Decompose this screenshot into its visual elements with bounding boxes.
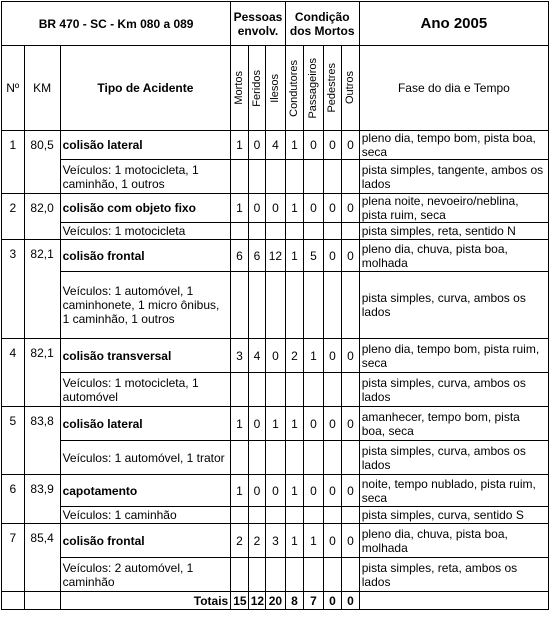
count-mortos: 1 [231, 194, 248, 223]
count-pedestres: 0 [323, 194, 342, 223]
accident-km: 83,8 [24, 407, 60, 475]
empty-cell [304, 272, 324, 339]
count-outros: 0 [342, 131, 360, 160]
empty-cell [323, 272, 342, 339]
day-phase-weather: noite, tempo nublado, pista ruim, seca [359, 475, 548, 507]
empty-cell [304, 160, 324, 194]
count-ilesos: 0 [266, 339, 286, 373]
empty-cell [248, 373, 265, 407]
vehicles: Veículos: 1 caminhão [60, 507, 231, 524]
vehicles: Veículos: 1 motocicleta [60, 223, 231, 240]
day-phase-weather: pleno dia, tempo bom, pista boa, seca [359, 131, 548, 160]
count-passageiros: 0 [304, 131, 324, 160]
empty-cell [323, 373, 342, 407]
count-outros: 0 [342, 524, 360, 558]
col-n-header: Nº [2, 46, 25, 131]
table-row-detail [2, 441, 549, 475]
day-phase-weather: plena noite, nevoeiro/neblina, pista ruim, seca [359, 194, 548, 223]
count-mortos: 1 [231, 407, 248, 441]
accident-table [1, 1, 549, 610]
table-row-detail [2, 507, 549, 524]
empty-cell [266, 558, 286, 592]
accident-km: 80,5 [24, 131, 60, 194]
empty-cell [342, 507, 360, 524]
count-ilesos: 1 [266, 407, 286, 441]
count-condutores: 2 [285, 339, 304, 373]
count-feridos: 6 [248, 240, 265, 272]
table-row [2, 194, 549, 223]
accident-number: 7 [2, 524, 25, 592]
count-pedestres: 0 [323, 475, 342, 507]
empty-cell [323, 223, 342, 240]
empty-cell [231, 223, 248, 240]
empty-cell [323, 441, 342, 475]
accident-type: colisão frontal [60, 240, 231, 272]
empty-cell [285, 223, 304, 240]
count-pedestres: 0 [323, 407, 342, 441]
empty-cell [266, 507, 286, 524]
vehicles: Veículos: 1 motocicleta, 1 caminhão, 1 outros [60, 160, 231, 194]
empty-cell [342, 558, 360, 592]
count-outros: 0 [342, 407, 360, 441]
count-ilesos: 0 [266, 475, 286, 507]
road-conditions: pista simples, reta, ambos os lados [359, 558, 548, 592]
table-row-detail [2, 558, 549, 592]
accident-type: colisão frontal [60, 524, 231, 558]
col-km-header: KM [24, 46, 60, 131]
empty-cell [231, 441, 248, 475]
col-passageiros-header: Passageiros [307, 57, 320, 119]
count-feridos: 0 [248, 194, 265, 223]
empty-cell [248, 441, 265, 475]
count-pedestres: 0 [323, 240, 342, 272]
count-condutores: 1 [285, 131, 304, 160]
table-row-detail [2, 373, 549, 407]
road-conditions: pista simples, curva, ambos os lados [359, 373, 548, 407]
total-condutores: 8 [285, 592, 304, 610]
accident-number: 5 [2, 407, 25, 475]
accident-km: 85,4 [24, 524, 60, 592]
empty-cell [304, 507, 324, 524]
empty-cell [304, 441, 324, 475]
accident-number: 2 [2, 194, 25, 240]
table-row [2, 131, 549, 160]
table-row [2, 524, 549, 558]
total-ilesos: 20 [266, 592, 286, 610]
accident-type: colisão lateral [60, 131, 231, 160]
empty-cell [323, 160, 342, 194]
col-condutores-header: Condutores [288, 59, 301, 117]
empty-cell [342, 441, 360, 475]
table-row-detail [2, 272, 549, 339]
empty-cell [231, 160, 248, 194]
empty-cell [231, 272, 248, 339]
empty-cell [323, 558, 342, 592]
total-mortos: 15 [231, 592, 248, 610]
col-fase-header: Fase do dia e Tempo [359, 46, 548, 131]
empty-cell [231, 507, 248, 524]
empty-cell [285, 441, 304, 475]
count-feridos: 0 [248, 131, 265, 160]
empty-cell [266, 223, 286, 240]
day-phase-weather: pleno dia, tempo bom, pista ruim, seca [359, 339, 548, 373]
accident-type: colisão lateral [60, 407, 231, 441]
count-condutores: 1 [285, 240, 304, 272]
accident-type: capotamento [60, 475, 231, 507]
road-conditions: pista simples, tangente, ambos os lados [359, 160, 548, 194]
count-feridos: 4 [248, 339, 265, 373]
count-pedestres: 0 [323, 339, 342, 373]
table-row [2, 240, 549, 272]
totals-label: Totais [60, 592, 231, 610]
count-ilesos: 3 [266, 524, 286, 558]
count-ilesos: 4 [266, 131, 286, 160]
empty-cell [323, 507, 342, 524]
empty-cell [285, 558, 304, 592]
accident-type: colisão com objeto fixo [60, 194, 231, 223]
count-mortos: 6 [231, 240, 248, 272]
accident-type: colisão transversal [60, 339, 231, 373]
table-title: BR 470 - SC - Km 080 a 089 [2, 2, 231, 46]
vehicles: Veículos: 2 automóvel, 1 caminhão [60, 558, 231, 592]
empty-cell [304, 373, 324, 407]
count-passageiros: 0 [304, 194, 324, 223]
count-condutores: 1 [285, 194, 304, 223]
group-condicao: Condição dos Mortos [285, 2, 359, 46]
table-row [2, 339, 549, 373]
count-pedestres: 0 [323, 131, 342, 160]
empty-cell [231, 558, 248, 592]
vehicles: Veículos: 1 automóvel, 1 caminhonete, 1 micro ônibus, 1 caminhão, 1 outros [60, 272, 231, 339]
count-passageiros: 1 [304, 339, 324, 373]
road-conditions: pista simples, curva, ambos os lados [359, 272, 548, 339]
empty-cell [359, 592, 548, 610]
empty-cell [2, 592, 25, 610]
empty-cell [285, 160, 304, 194]
total-outros: 0 [342, 592, 360, 610]
accident-number: 3 [2, 240, 25, 339]
accident-number: 6 [2, 475, 25, 524]
count-passageiros: 1 [304, 524, 324, 558]
count-passageiros: 0 [304, 475, 324, 507]
empty-cell [248, 223, 265, 240]
count-outros: 0 [342, 475, 360, 507]
accident-km: 82,1 [24, 240, 60, 339]
count-feridos: 2 [248, 524, 265, 558]
empty-cell [248, 272, 265, 339]
col-tipo-header: Tipo de Acidente [60, 46, 231, 131]
count-pedestres: 0 [323, 524, 342, 558]
count-condutores: 1 [285, 407, 304, 441]
accident-number: 1 [2, 131, 25, 194]
accident-km: 82,1 [24, 339, 60, 407]
col-ilesos-header: Ilesos [269, 73, 282, 103]
total-passageiros: 7 [304, 592, 324, 610]
col-outros-header: Outros [344, 71, 357, 105]
count-feridos: 0 [248, 407, 265, 441]
group-pessoas: Pessoas envolv. [231, 2, 285, 46]
year-header: Ano 2005 [359, 2, 548, 46]
count-outros: 0 [342, 339, 360, 373]
col-feridos-header: Feridos [250, 69, 263, 107]
totals-row [2, 592, 549, 610]
empty-cell [285, 373, 304, 407]
day-phase-weather: amanhecer, tempo bom, pista boa, seca [359, 407, 548, 441]
accident-number: 4 [2, 339, 25, 407]
count-mortos: 3 [231, 339, 248, 373]
road-conditions: pista simples, curva, ambos os lados [359, 441, 548, 475]
count-feridos: 0 [248, 475, 265, 507]
road-conditions: pista simples, reta, sentido N [359, 223, 548, 240]
empty-cell [342, 373, 360, 407]
table-row [2, 407, 549, 441]
vehicles: Veículos: 1 motocicleta, 1 automóvel [60, 373, 231, 407]
count-ilesos: 12 [266, 240, 286, 272]
total-feridos: 12 [248, 592, 265, 610]
count-mortos: 2 [231, 524, 248, 558]
count-outros: 0 [342, 240, 360, 272]
vehicles: Veículos: 1 automóvel, 1 trator [60, 441, 231, 475]
table-row-detail [2, 160, 549, 194]
count-passageiros: 5 [304, 240, 324, 272]
empty-cell [342, 160, 360, 194]
count-condutores: 1 [285, 475, 304, 507]
table-row-detail [2, 223, 549, 240]
col-pedestres-header: Pedestres [326, 63, 339, 113]
count-condutores: 1 [285, 524, 304, 558]
col-mortos-header: Mortos [233, 71, 246, 105]
accident-km: 83,9 [24, 475, 60, 524]
day-phase-weather: pleno dia, chuva, pista boa, molhada [359, 240, 548, 272]
empty-cell [304, 223, 324, 240]
empty-cell [342, 223, 360, 240]
empty-cell [285, 272, 304, 339]
empty-cell [266, 373, 286, 407]
empty-cell [304, 558, 324, 592]
empty-cell [248, 558, 265, 592]
count-mortos: 1 [231, 131, 248, 160]
empty-cell [342, 272, 360, 339]
empty-cell [285, 507, 304, 524]
table-row [2, 475, 549, 507]
empty-cell [266, 272, 286, 339]
accident-km: 82,0 [24, 194, 60, 240]
empty-cell [24, 592, 60, 610]
empty-cell [266, 160, 286, 194]
count-ilesos: 0 [266, 194, 286, 223]
count-mortos: 1 [231, 475, 248, 507]
day-phase-weather: pleno dia, chuva, pista boa, molhada [359, 524, 548, 558]
total-pedestres: 0 [323, 592, 342, 610]
empty-cell [231, 373, 248, 407]
empty-cell [266, 441, 286, 475]
count-passageiros: 0 [304, 407, 324, 441]
road-conditions: pista simples, curva, sentido S [359, 507, 548, 524]
count-outros: 0 [342, 194, 360, 223]
empty-cell [248, 507, 265, 524]
empty-cell [248, 160, 265, 194]
